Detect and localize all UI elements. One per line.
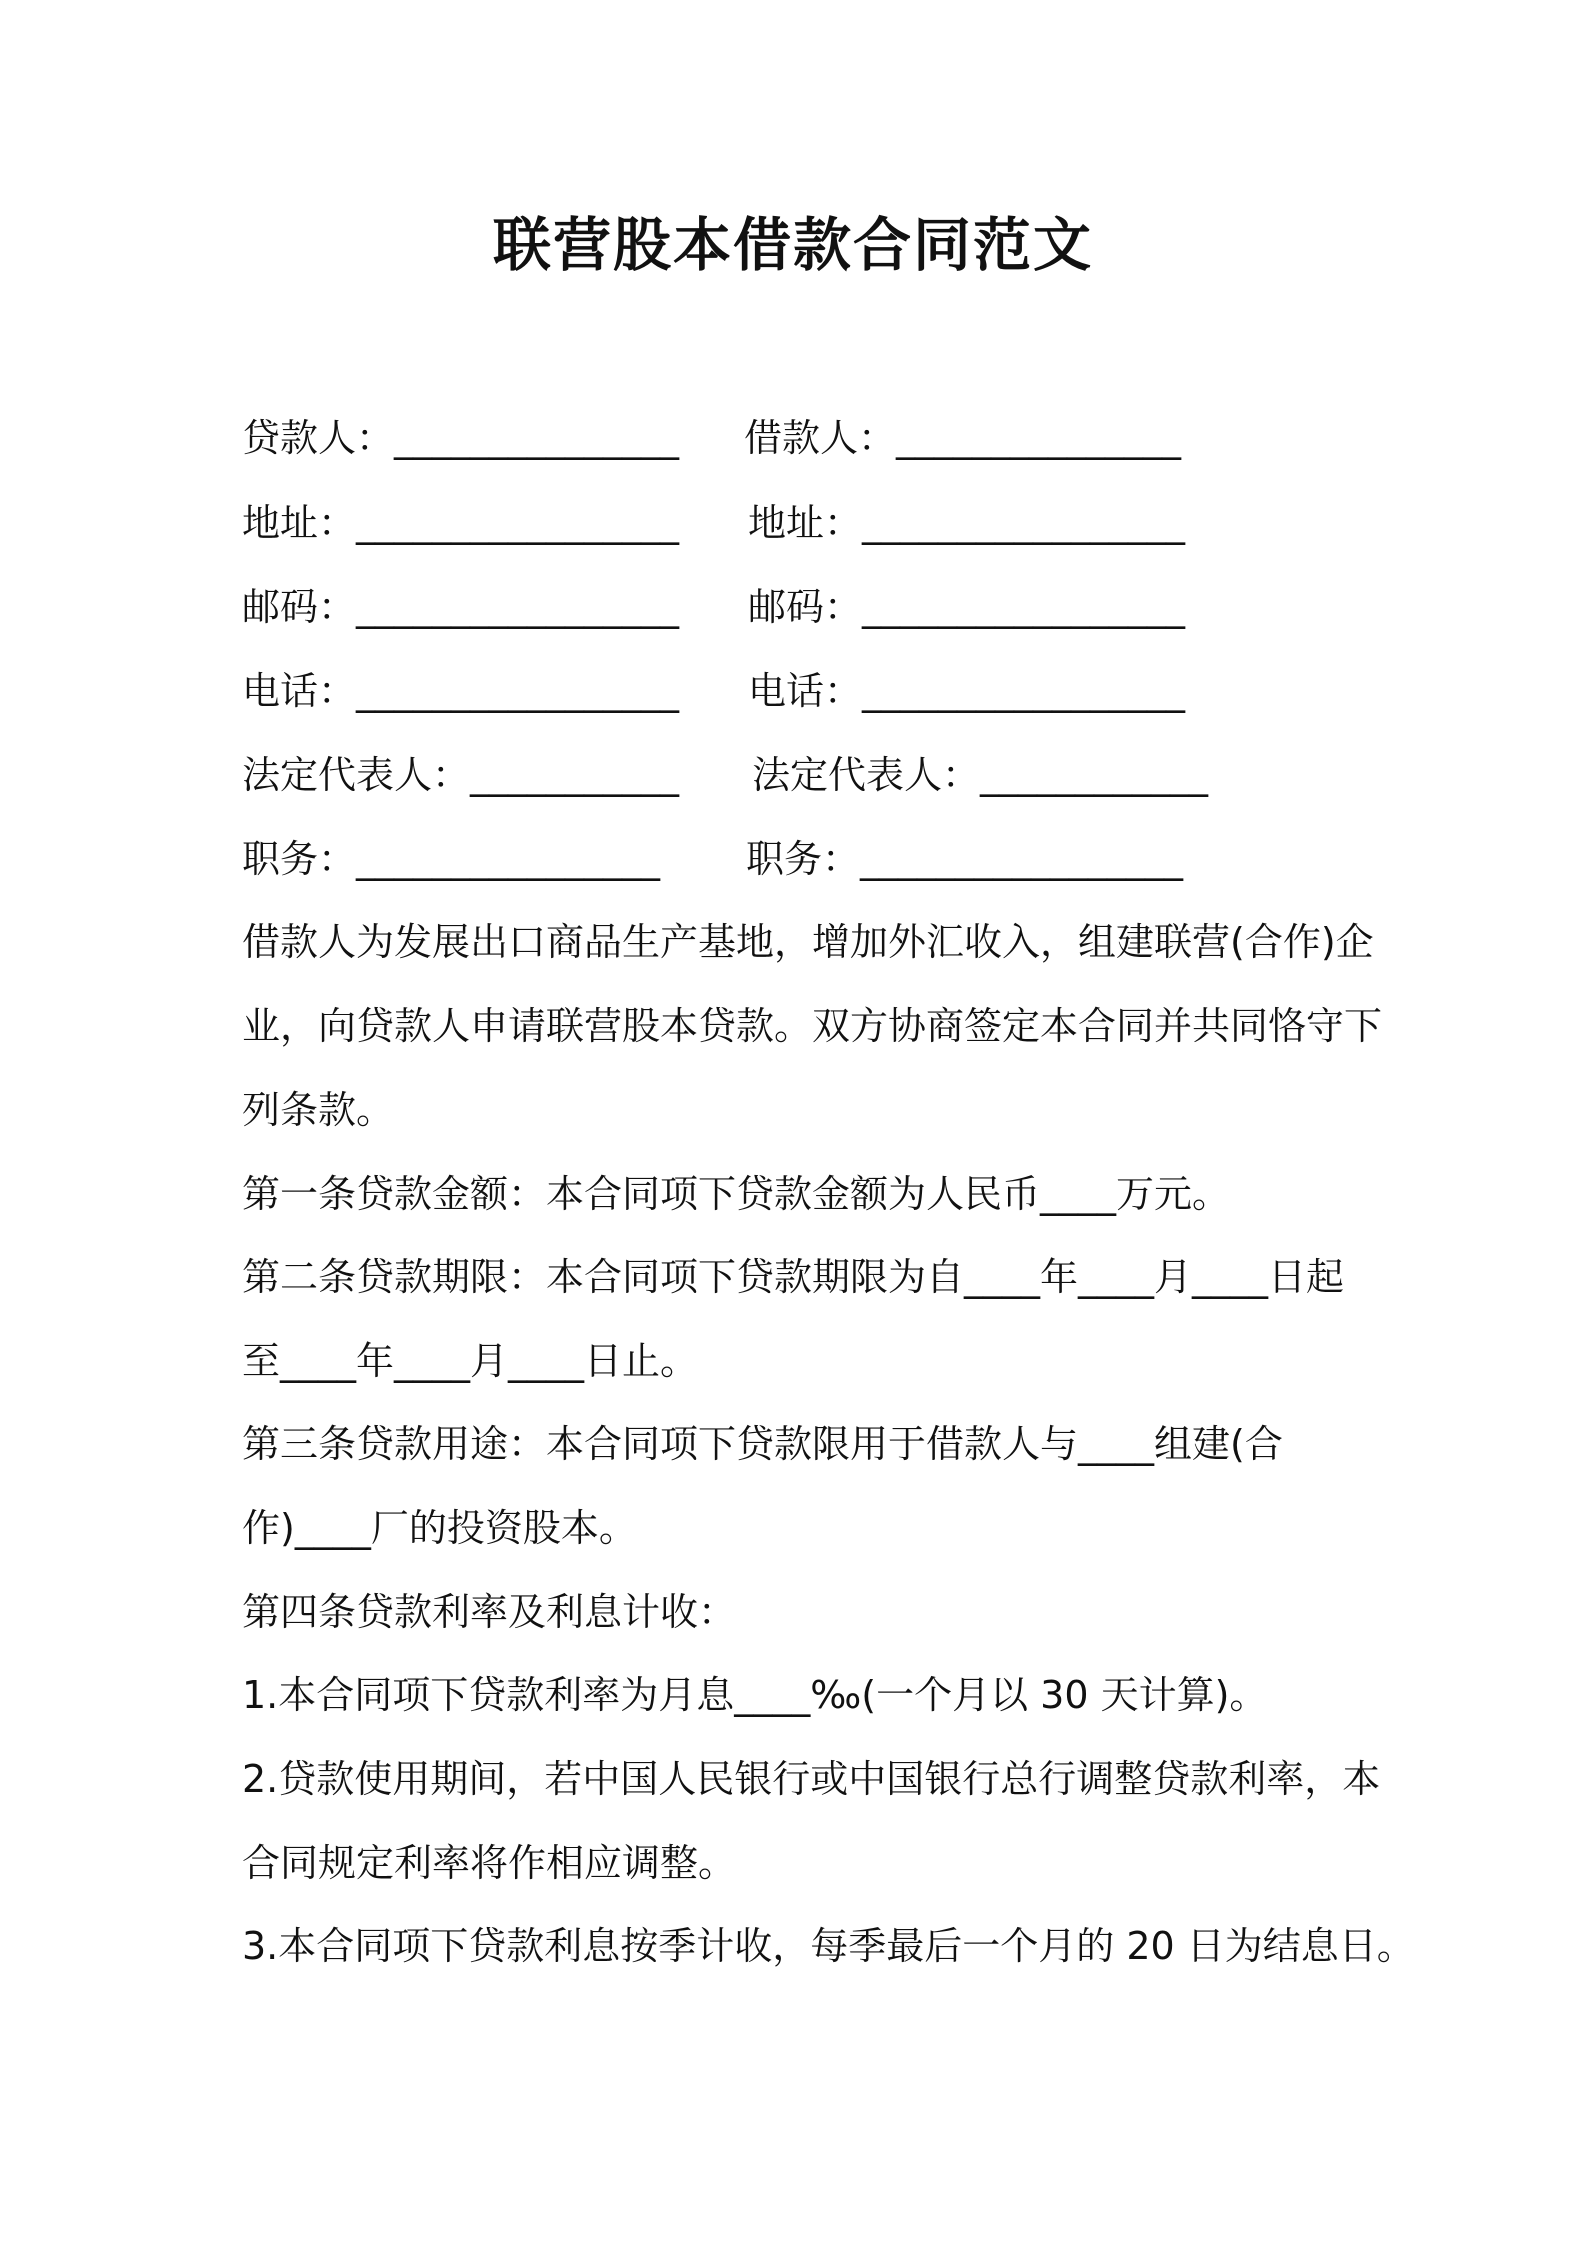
clause-1-amount: 第一条贷款金额：本合同项下贷款金额为人民币____万元。 (242, 1172, 1231, 1216)
clause-4-item-1: 1.本合同项下贷款利率为月息____‰(一个月以 30 天计算)。 (242, 1673, 1268, 1717)
lender-position-field: 职务：________________ (242, 837, 661, 881)
borrower-postcode-field: 邮码：_________________ (748, 585, 1186, 629)
body-line: 业，向贷款人申请联营股本贷款。双方协商签定本合同并共同恪守下 (242, 1004, 1383, 1048)
borrower-position-field: 职务：_________________ (746, 837, 1184, 881)
borrower-address-field: 地址：_________________ (748, 501, 1186, 545)
lender-field: 贷款人：_______________ (242, 416, 680, 460)
lender-address-field: 地址：_________________ (242, 501, 680, 545)
borrower-phone-field: 电话：_________________ (748, 669, 1186, 713)
clause-4-item-3: 3.本合同项下贷款利息按季计收，每季最后一个月的 20 日为结息日。 (242, 1924, 1415, 1968)
borrower-representative-field: 法定代表人：____________ (752, 753, 1209, 797)
body-line: 借款人为发展出口商品生产基地，增加外汇收入，组建联营(合作)企 (242, 920, 1374, 964)
clause-4-item-2: 2.贷款使用期间，若中国人民银行或中国银行总行调整贷款利率，本 (242, 1757, 1381, 1801)
lender-postcode-field: 邮码：_________________ (242, 585, 680, 629)
body-line: 列条款。 (242, 1088, 395, 1132)
clause-3-purpose: 第三条贷款用途：本合同项下贷款限用于借款人与____组建(合 (242, 1422, 1283, 1466)
clause-2-term: 第二条贷款期限：本合同项下贷款期限为自____年____月____日起 (242, 1255, 1345, 1299)
clause-4-item-2-continued: 合同规定利率将作相应调整。 (242, 1841, 737, 1885)
lender-representative-field: 法定代表人：___________ (242, 753, 680, 797)
document-title: 联营股本借款合同范文 (492, 211, 1093, 279)
clause-4-heading: 第四条贷款利率及利息计收： (242, 1590, 737, 1634)
borrower-field: 借款人：_______________ (744, 416, 1182, 460)
clause-3-purpose-continued: 作)____厂的投资股本。 (242, 1506, 637, 1550)
lender-phone-field: 电话：_________________ (242, 669, 680, 713)
clause-2-term-continued: 至____年____月____日止。 (242, 1339, 699, 1383)
